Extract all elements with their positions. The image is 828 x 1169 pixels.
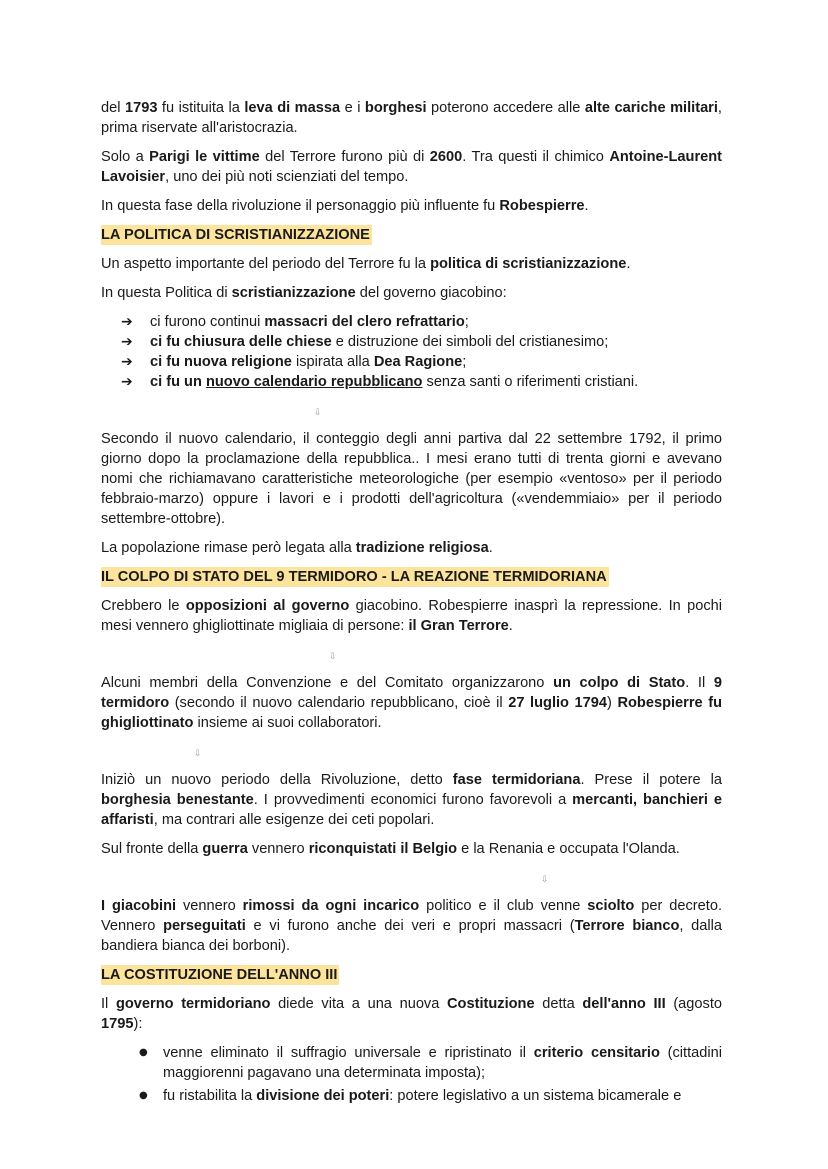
list-item: ● fu ristabilita la divisione dei poteri: potere legislativo a un sistema bicamerale e (139, 1086, 722, 1106)
section-heading: LA COSTITUZIONE DELL'ANNO III (101, 967, 338, 983)
arrow-list (101, 312, 722, 392)
document-body (101, 98, 722, 1109)
list-item: ➔ ci fu un nuovo calendario repubblicano senza santi o riferimenti cristiani. (121, 372, 722, 392)
section-heading: IL COLPO DI STATO DEL 9 TERMIDORO - LA REAZIONE TERMIDORIANA (101, 569, 607, 585)
list-item: ➔ ci fu nuova religione ispirata alla Dea Ragione; (121, 352, 722, 372)
paragraph: Iniziò un nuovo periodo della Rivoluzione, detto fase termidoriana. Prese il potere la borghesia benestante. I provvedimenti economici furono favorevoli a mercanti, banchieri e affaristi, ma contrari alle esigenze dei ceti popolari. (101, 772, 722, 828)
down-arrow-icon: ⇩ (314, 408, 322, 418)
paragraph: Crebbero le opposizioni al governo giacobino. Robespierre inasprì la repressione. In pochi mesi vennero ghigliottinate migliaia di persone: il Gran Terrore. (101, 598, 722, 634)
section-heading: LA POLITICA DI SCRISTIANIZZAZIONE (101, 227, 370, 243)
paragraph: Solo a Parigi le vittime del Terrore furono più di 2600. Tra questi il chimico Antoine-Laurent Lavoisier, uno dei più noti scienziati del tempo. (101, 149, 723, 185)
paragraph: del 1793 fu istituita la leva di massa e i borghesi poterono accedere alle alte cariche militari, prima riservate all'aristocrazia. (101, 100, 722, 136)
paragraph: Alcuni membri della Convenzione e del Comitato organizzarono un colpo di Stato. Il 9 termidoro (secondo il nuovo calendario repubblicano, cioè il 27 luglio 1794) Robespierre fu ghigliottinato insieme ai suoi collaboratori. (101, 675, 722, 731)
list-item: ➔ ci furono continui massacri del clero refrattario; (121, 312, 722, 332)
bullet-list (101, 1043, 722, 1106)
list-item: ● venne eliminato il suffragio universale e ripristinato il criterio censitario (cittadini maggiorenni pagavano una determinata imposta); (139, 1043, 722, 1083)
down-arrow-icon: ⇩ (541, 875, 549, 885)
paragraph: Sul fronte della guerra vennero riconquistati il Belgio e la Renania e occupata l'Olanda. (101, 841, 680, 857)
paragraph: Secondo il nuovo calendario, il conteggio degli anni partiva dal 22 settembre 1792, il primo giorno dopo la proclamazione della repubblica.. I mesi erano tutti di trenta giorni e avevano nomi che richiamavano caratteristiche meteorologiche (per esempio «ventoso» per il periodo febbraio-marzo) oppure i lavori e i prodotti dell'agricoltura («vendemmiaio» per il periodo settembre-ottobre). (101, 431, 722, 527)
list-item: ➔ ci fu chiusura delle chiese e distruzione dei simboli del cristianesimo; (121, 332, 722, 352)
paragraph: I giacobini vennero rimossi da ogni incarico politico e il club venne sciolto per decreto. Vennero perseguitati e vi furono anche dei veri e propri massacri (Terrore bianco, dalla bandiera bianca dei borboni). (101, 898, 723, 954)
paragraph: In questa fase della rivoluzione il personaggio più influente fu Robespierre. (101, 198, 589, 214)
paragraph: Un aspetto importante del periodo del Terrore fu la politica di scristianizzazione. (101, 256, 631, 272)
down-arrow-icon: ⇩ (194, 749, 202, 759)
down-arrow-icon: ⇩ (329, 652, 337, 662)
paragraph: In questa Politica di scristianizzazione del governo giacobino: (101, 285, 507, 301)
paragraph: La popolazione rimase però legata alla tradizione religiosa. (101, 540, 493, 556)
paragraph: Il governo termidoriano diede vita a una nuova Costituzione detta dell'anno III (agosto 1795): (101, 996, 722, 1032)
